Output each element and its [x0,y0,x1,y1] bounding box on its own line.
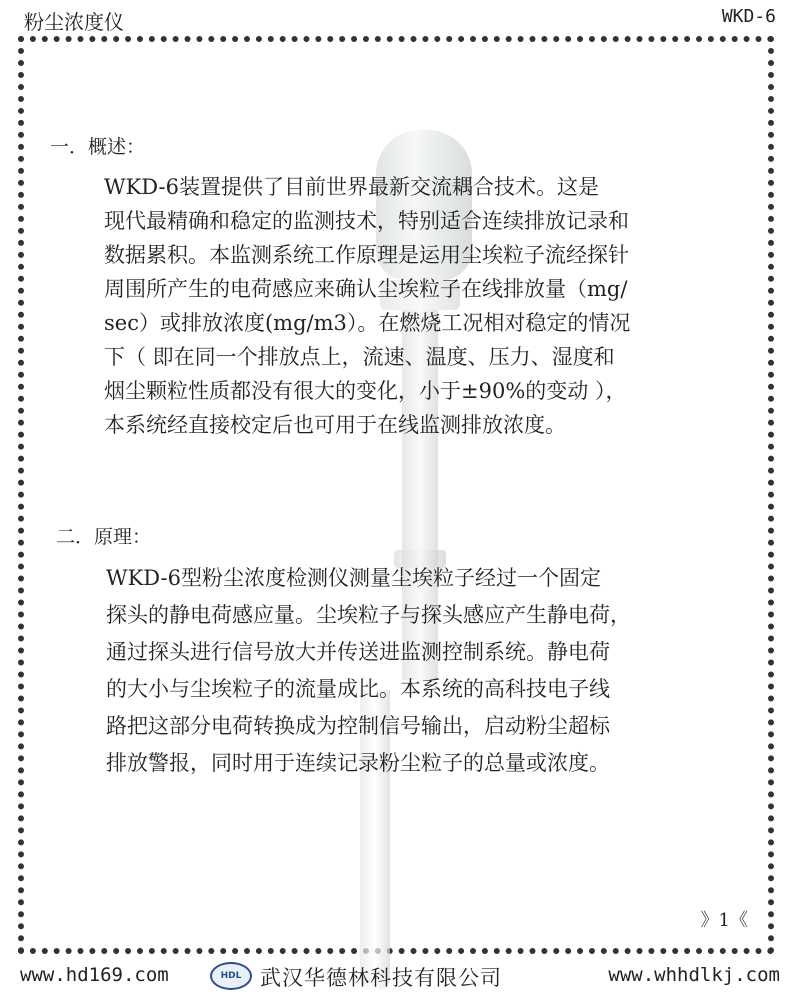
page-footer [20,962,780,992]
company-logo: HDL [210,962,252,990]
section-body-principle: WKD-6型粉尘浓度检测仪测量尘埃粒子经过一个固定 探头的静电荷感应量。尘埃粒子与探头感应产生静电荷， 通过探头进行信号放大并传送进监测控制系统。静电荷 的大小与尘埃粒子的流量成比。本系统的高科技电子线 路把这部分电荷转换成为控制信号输出，启动粉尘超标 排放警报，同时用于连续记录粉尘粒子的总量或浓度。 [106,566,631,775]
section-heading-overview: 一．概述： [50,136,146,158]
website-link-left[interactable]: www.hd169.com [20,964,169,986]
website-link-right[interactable]: www.whhdlkj.com [608,964,780,986]
company-name: 武汉华德林科技有限公司 [260,966,502,990]
section-body-overview: WKD-6装置提供了目前世界最新交流耦合技术。这是 现代最精确和稳定的监测技术，特别适合连续排放记录和 数据累积。本监测系统工作原理是运用尘埃粒子流经探针 周围所产生的电荷感应来确认尘埃粒子在线排放量（mg/ sec）或排放浓度(mg/m3）。在燃烧工况相对稳定的情况 下（ 即在同一个排放点上，流速、温度、压力、湿度和 烟尘颗粒性质都没有很大的变化，小于±90%的变动 ）， 本系统经直接校定后也可用于在线监测排放浓度。 [104,175,631,437]
model-code: WKD-6 [721,6,776,27]
page-number: 》1《 [700,910,748,931]
section-heading-principle: 二．原理： [56,526,152,548]
document-title: 粉尘浓度仪 [24,10,124,34]
